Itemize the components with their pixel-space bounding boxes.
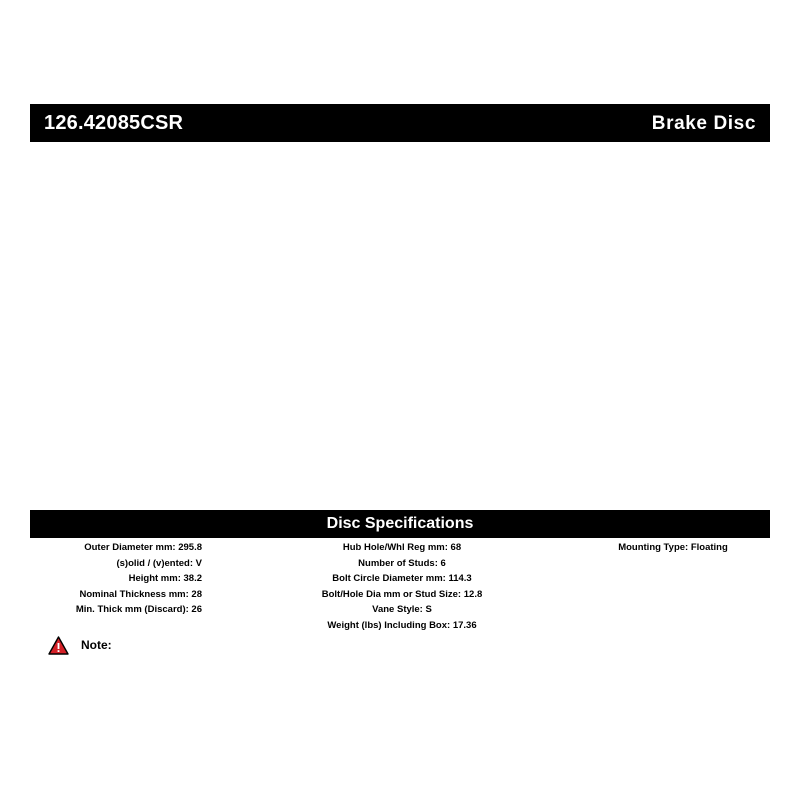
- note-label: Note:: [81, 638, 112, 652]
- spec-value: 28: [191, 588, 202, 600]
- spec-row: [526, 540, 770, 556]
- spec-row: [30, 571, 278, 587]
- spec-value: 6: [440, 557, 446, 569]
- spec-row: [278, 587, 526, 603]
- spec-label: Nominal Thickness mm:: [79, 588, 192, 600]
- spec-value: 17.36: [452, 619, 477, 631]
- spec-row: [278, 618, 526, 634]
- spec-row: [278, 602, 526, 618]
- spec-label: Min. Thick mm (Discard):: [75, 604, 192, 615]
- spec-label: Vane Style:: [372, 604, 426, 615]
- header-bar: [30, 104, 770, 142]
- spec-row: [30, 556, 278, 572]
- spec-title-bar: [30, 510, 770, 538]
- spec-value: 26: [191, 604, 202, 615]
- spec-value: S: [425, 604, 432, 615]
- spec-column-middle: [278, 540, 526, 633]
- note-row: [30, 632, 770, 658]
- spec-value: 114.3: [448, 573, 472, 584]
- spec-label: Bolt/Hole Dia mm or Stud Size:: [321, 588, 464, 600]
- spec-row: [278, 556, 526, 572]
- spec-label: Outer Diameter mm:: [84, 542, 179, 553]
- spec-value: 68: [450, 542, 462, 553]
- spec-row: [30, 540, 278, 556]
- spec-label: Bolt Circle Diameter mm:: [332, 573, 449, 584]
- spec-value: 38.2: [183, 573, 202, 584]
- spec-value: 12.8: [463, 588, 483, 600]
- spec-value: V: [195, 557, 202, 569]
- warning-triangle-icon: [48, 636, 69, 655]
- product-image-area: [30, 150, 770, 502]
- spec-label: Height mm:: [128, 573, 184, 584]
- part-number: 126.42085CSR: [44, 112, 184, 134]
- product-type: Brake Disc: [651, 112, 756, 134]
- spec-column-left: [30, 540, 278, 618]
- spec-label: Mounting Type:: [618, 542, 691, 553]
- spec-label: (s)olid / (v)ented:: [116, 557, 196, 569]
- spec-row: [278, 540, 526, 556]
- spec-body: [30, 540, 770, 635]
- spec-title: Disc Specifications: [326, 515, 474, 532]
- spec-value: Floating: [690, 542, 728, 553]
- spec-row: [30, 602, 278, 618]
- spec-row: [30, 587, 278, 603]
- spec-label: Weight (lbs) Including Box:: [327, 619, 453, 631]
- spec-value: 295.8: [178, 542, 202, 553]
- spec-row: [278, 571, 526, 587]
- spec-label: Number of Studs:: [358, 557, 441, 569]
- spec-label: Hub Hole/Whl Reg mm:: [342, 542, 451, 553]
- spec-column-right: [526, 540, 770, 556]
